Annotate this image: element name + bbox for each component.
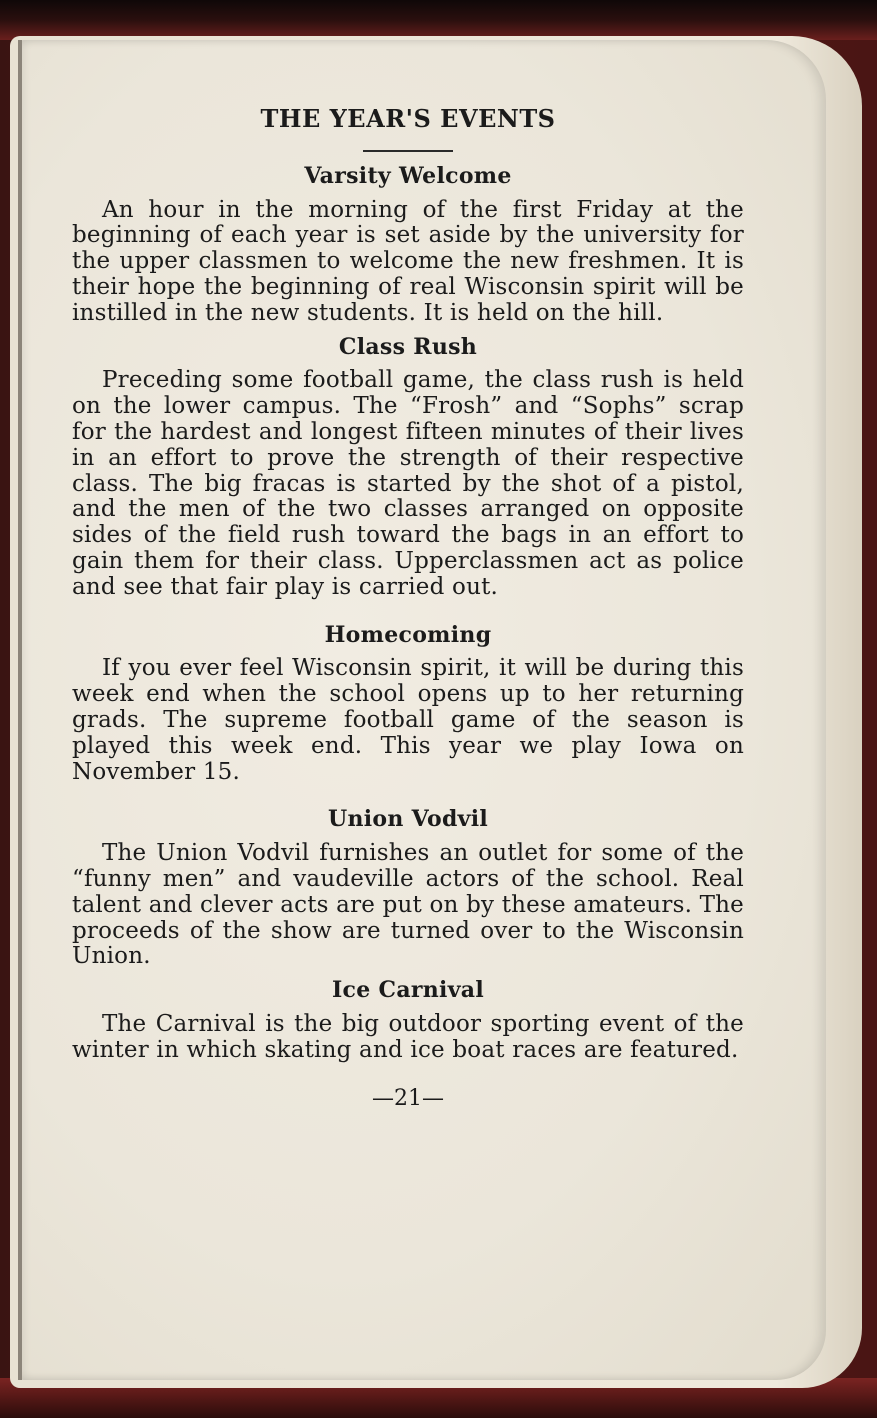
section-heading-class-rush: Class Rush	[338, 333, 478, 360]
title-rule	[363, 150, 453, 152]
page-text	[72, 90, 744, 1111]
section-heading-ice-carnival: Ice Carnival	[331, 977, 485, 1004]
cover-top-edge	[0, 0, 877, 40]
section-body-union-vodvil: The Union Vodvil furnishes an outlet for some of the “funny men” and vaudeville actors of the school. Real talent and clever acts are put on by these amateurs. The proceeds of the show are turned over to the Wisconsin Union.	[72, 840, 744, 970]
page-number: —21—	[372, 1085, 444, 1111]
page-gutter	[18, 40, 22, 1380]
section-body-ice-carnival: The Carnival is the big outdoor sporting event of the winter in which skating and ice boat races are featured.	[72, 1010, 744, 1063]
section-body-class-rush: Preceding some football game, the class rush is held on the lower campus. The “Frosh” and “Sophs” scrap for the hardest and longest fifteen minutes of their lives in an effort to prove the strength of their respective class. The big fracas is started by the shot of a pistol, and the men of the two classes arranged on opposite sides of the field rush toward the bags in an effort to gain them for their class. Upperclassmen act as police and see that fair play is carried out.	[72, 367, 744, 600]
section-body-varsity-welcome: An hour in the morning of the first Friday at the beginning of each year is set aside by the university for the upper classmen to welcome the new freshmen. It is their hope the beginning of real Wisconsin spirit will be instilled in the new students. It is held on the hill.	[72, 196, 744, 326]
page-title: THE YEAR'S EVENTS	[260, 104, 556, 133]
section-heading-homecoming: Homecoming	[324, 621, 492, 648]
section-body-homecoming: If you ever feel Wisconsin spirit, it will be during this week end when the school opens up to her returning grads. The supreme football game of the season is played this week end. This year we play Iowa on November 15.	[72, 655, 744, 785]
section-heading-varsity-welcome: Varsity Welcome	[304, 162, 512, 189]
section-heading-union-vodvil: Union Vodvil	[327, 806, 489, 833]
